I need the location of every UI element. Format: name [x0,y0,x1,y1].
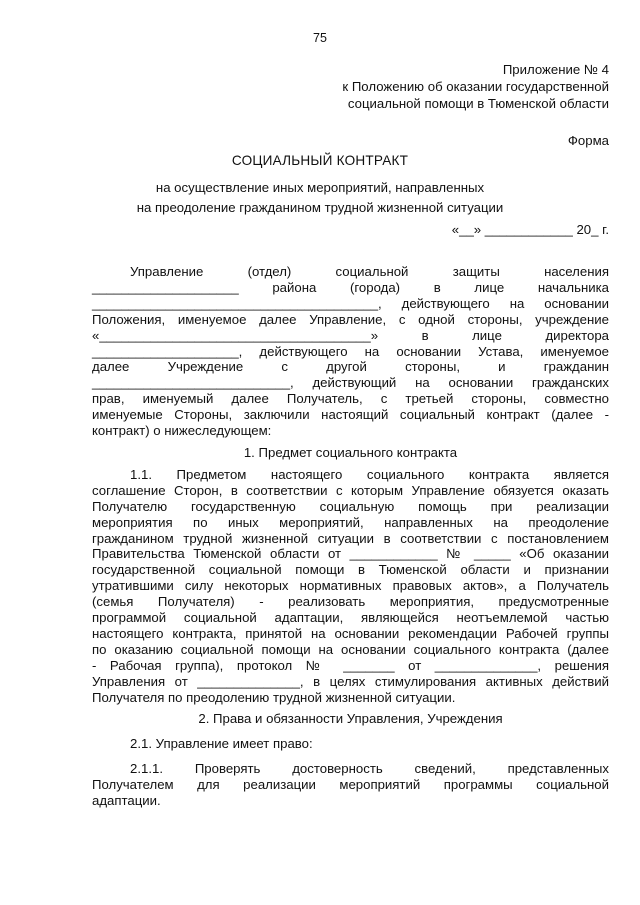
section-heading: 2. Права и обязанности Управления, Учреждения [198,711,503,727]
appendix-line: социальной помощи в Тюменской области [347,96,609,111]
section-1-text [92,467,609,706]
preamble [92,264,609,439]
appendix-line: к Положению об оказании государственной [342,79,609,94]
appendix-header [342,61,609,112]
preamble-line: ____________________ района (города) в лице начальника [92,279,609,295]
section-line: адаптации. [92,793,161,809]
document-title: СОЦИАЛЬНЫЙ КОНТРАКТ [231,153,409,168]
section-line: мероприятия по иных мероприятий, направленных на преодоление [92,514,609,530]
section-line: утратившими силу некоторых нормативных правовых актов», а Получатель [92,578,609,594]
document-subtitle [0,178,640,218]
section-line: Управления от ______________, в целях стимулирования активных действий [92,673,609,689]
preamble-line: именуемые Стороны, заключили настоящий социальный контракт (далее - [92,407,609,423]
preamble-line: ___________________________, действующий на основании гражданских [92,375,609,391]
section-2-text [92,761,609,809]
section-line: - Рабочая группа), протокол № _______ от ______________, решения [92,657,609,673]
section-line: по оказанию социальной помощи на основании социального контракта (далее [92,641,609,657]
section-line: 1.1. Предметом настоящего социального контракта является [130,466,609,482]
section-heading: 1. Предмет социального контракта [243,444,458,460]
contract-body [92,264,609,809]
date-line: «__» ____________ 20_ г. [451,222,609,237]
subtitle-line: на преодоление гражданином трудной жизненной ситуации [136,200,504,215]
section-line: гражданином трудной жизненной ситуации в соответствии с постановлением [92,530,609,546]
appendix-line: Приложение № 4 [502,62,609,77]
preamble-line: прав, именуемый далее Получатель, с третьей стороны, совместно [92,391,609,407]
preamble-line: Управление (отдел) социальной защиты населения [130,264,609,279]
preamble-line: далее Учреждение с другой стороны, и гражданин [92,359,609,375]
section-line: (семья Получателя) - реализовать мероприятия, предусмотренные [92,594,609,610]
preamble-line: контракт) о нижеследующем: [92,423,272,439]
section-line: государственной социальной помощи в Тюменской области и признании [92,562,609,578]
page-number: 75 [313,31,327,45]
section-line: настоящего контракта, принятой на основании рекомендации Рабочей группы [92,625,609,641]
section-line: программой социальной адаптации, являющейся неотъемлемой частью [92,610,609,626]
preamble-line: «_____________________________________» в лице директора [92,327,609,343]
subtitle-line: на осуществление иных мероприятий, направленных [155,180,485,195]
section-line: Правительства Тюменской области от ____________ № _____ «Об оказании [92,546,609,562]
preamble-line: Положения, именуемое далее Управление, с одной стороны, учреждение [92,311,609,327]
section-line: соглашение Сторон, в соответствии с которым Управление обязуется оказать [92,482,609,498]
preamble-line: ____________________, действующего на основании Устава, именуемое [92,343,609,359]
subsection-heading: 2.1. Управление имеет право: [130,736,313,752]
section-line: Получателю государственную социальную помощь при реализации [92,498,609,514]
form-label: Форма [567,133,609,148]
section-line: 2.1.1. Проверять достоверность сведений, представленных [130,761,609,777]
preamble-line: _______________________________________, действующего на основании [92,295,609,311]
section-line: Получателя по преодолению трудной жизненной ситуации. [92,689,456,705]
section-line: Получателем для реализации мероприятий программы социальной [92,777,609,793]
